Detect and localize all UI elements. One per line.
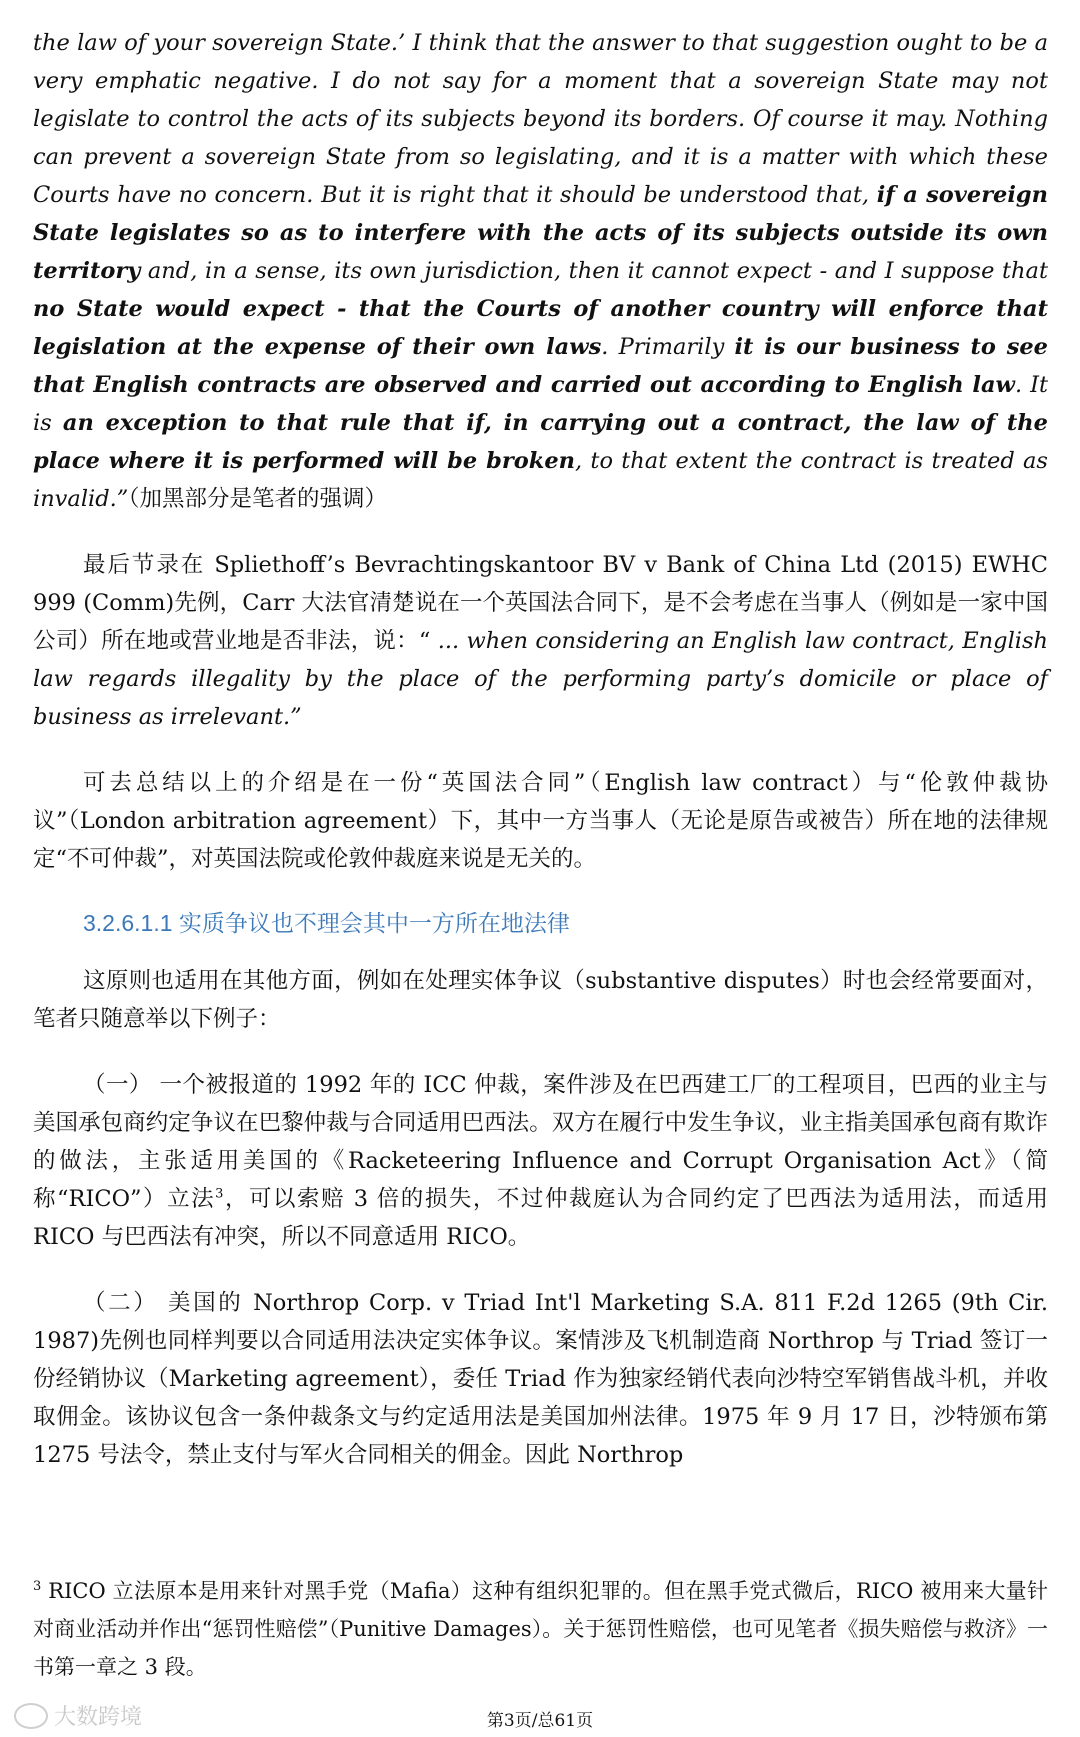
emphasis-1: if a sovereign State legislates so as to interfere with the acts of its subjects outside its own territory: [33, 182, 1049, 284]
paragraph-principle: 这原则也适用在其他方面，例如在处理实体争议（substantive disputes）时也会经常要面对，笔者只随意举以下例子：: [33, 968, 1048, 1032]
paragraph-example-1: （一） 一个被报道的 1992 年的 ICC 仲裁，案件涉及在巴西建工厂的工程项目，巴西的业主与美国承包商约定争议在巴黎仲裁与合同适用巴西法。双方在履行中发生争议，业主指美国承包商有欺诈的做法，主张适用美国的《Racketeering Influence and Corrupt Organisation Act》（简称“RICO”）立法$^3$，可以索赔 3 倍的损失，不过仲裁庭认为合同约定了巴西法为适用法，而适用 RICO 与巴西法有冲突，所以不同意适用 RICO。: [33, 1072, 1048, 1250]
quote-paragraph: the law of your sovereign State.’ I think that the answer to that suggestion ought to be a very emphatic negative. I do not say for a moment that a sovereign State may not legislate to control the acts of its subjects beyond its borders. Of course it may. Nothing can prevent a sovereign State from so legislating, and it is a matter with which these Courts have no concern. But it is right that it should be understood that, if a sovereign State legislates so as to interfere with the acts of its subjects outside its own territory and, in a sense, its own jurisdiction, then it cannot expect - and I suppose that no State would expect - that the Courts of another country will enforce that legislation at the expense of their own laws. Primarily it is our business to see that English contracts are observed and carried out according to English law. It is an exception to that rule that if, in carrying out a contract, the law of the place where it is performed will be broken, to that extent the contract is treated as invalid.”（加黑部分是笔者的强调）: [33, 30, 1049, 512]
emphasis-2: no State would expect - that the Courts of another country will enforce that legislation at the expense of their own laws: [33, 296, 1048, 360]
section-heading: 3.2.6.1.1 实质争议也不理会其中一方所在地法律: [83, 910, 570, 936]
paragraph-spliethoff: 最后节录在 Spliethoff’s Bevrachtingskantoor BV v Bank of China Ltd (2015) EWHC 999 (Comm)先例，Carr 大法官清楚说在一个英国法合同下，是不会考虑在当事人（例如是一家中国公司）所在地或营业地是否非法，说：“ ... when considering an English law contract, English law regards illegality by the place of the performing party’s domicile or place of business as irrelevant.”: [33, 552, 1048, 730]
watermark-text: 大数跨境: [54, 1705, 143, 1730]
emphasis-note: （加黑部分是笔者的强调）: [128, 486, 388, 512]
emphasis-3: it is our business to see that English contracts are observed and carried out according to English law: [33, 334, 1048, 398]
footnote: $^3$ RICO 立法原本是用来针对黑手党（Mafia）这种有组织犯罪的。但在黑手党式微后，RICO 被用来大量针对商业活动并作出“惩罚性赔偿”（Punitive Damages）。关于惩罚性赔偿，也可见笔者《损失赔偿与救济》一书第一章之 3 段。: [33, 1579, 1048, 1679]
page-number: 第3页/总61页: [486, 1711, 594, 1731]
emphasis-4: an exception to that rule that if, in carrying out a contract, the law of the place where it is performed will be broken: [33, 410, 1048, 474]
document-body: [33, 24, 1048, 1474]
footnote-number: 3: [33, 1579, 42, 1594]
paragraph-example-2: （二） 美国的 Northrop Corp. v Triad Int'l Marketing S.A. 811 F.2d 1265 (9th Cir. 1987)先例也同样判要以合同适用法决定实体争议。案情涉及飞机制造商 Northrop 与 Triad 签订一份经销协议（Marketing agreement），委任 Triad 作为独家经销代表向沙特空军销售战斗机，并收取佣金。该协议包含一条仲裁条文与约定适用法是美国加州法律。1975 年 9 月 17 日，沙特颁布第 1275 号法令，禁止支付与军火合同相关的佣金。因此 Northrop: [33, 1290, 1048, 1468]
footnote-ref[interactable]: 3: [215, 1186, 224, 1202]
paragraph-summary: 可去总结以上的介绍是在一份“英国法合同”（English law contract）与“伦敦仲裁协议”（London arbitration agreement）下，其中一方当事人（无论是原告或被告）所在地的法律规定“不可仲裁”，对英国法院或伦敦仲裁庭来说是无关的。: [33, 770, 1048, 872]
footnote-area: [33, 1572, 1048, 1686]
page-footer: [0, 1700, 1080, 1734]
